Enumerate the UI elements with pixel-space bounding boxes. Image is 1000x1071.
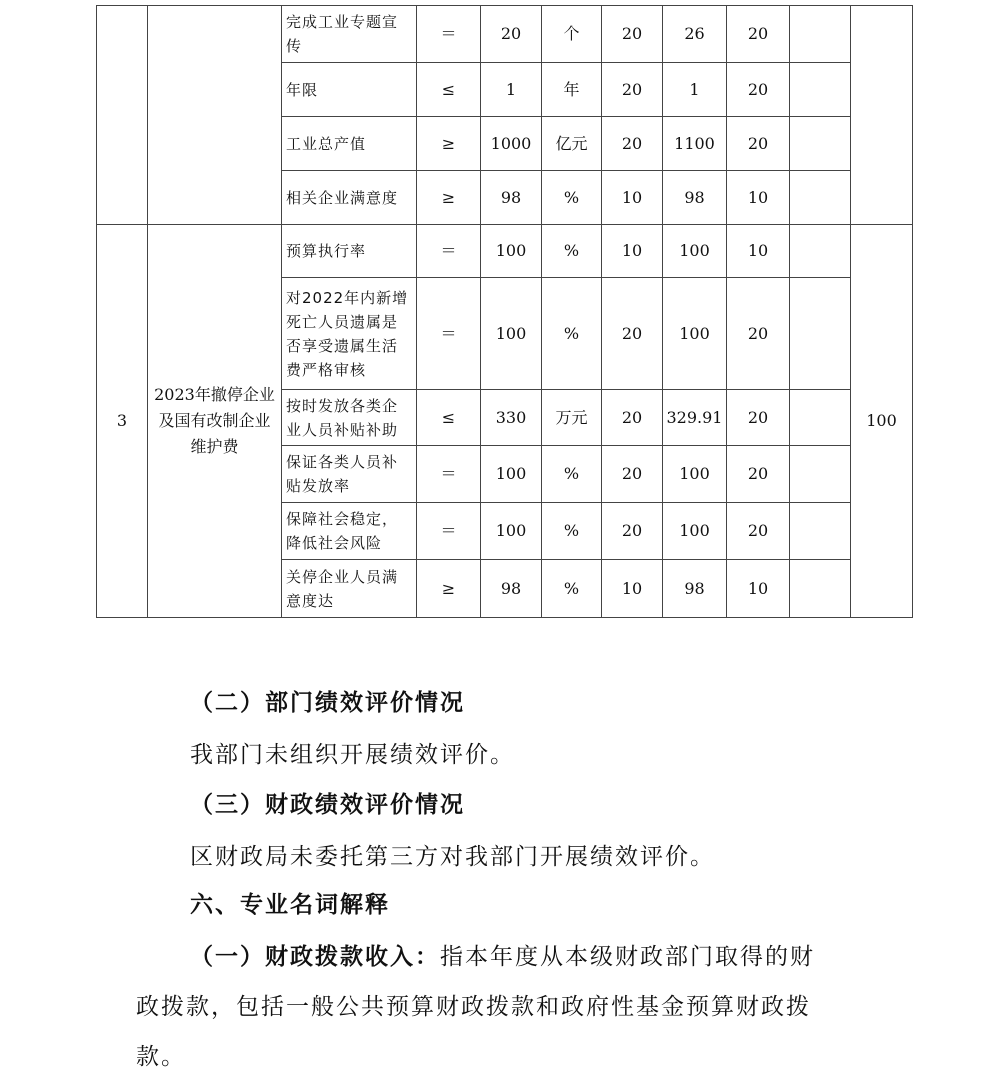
unit-cell: %: [542, 446, 602, 503]
section-heading-dept-eval: （二）部门绩效评价情况: [190, 690, 465, 716]
weight-cell: 20: [602, 503, 663, 560]
glossary-term-definition: 指本年度从本级财政部门取得的财: [440, 944, 815, 970]
project-no-cell: [97, 6, 148, 225]
indicator-cell: 工业总产值: [282, 117, 417, 171]
table-row: [97, 225, 913, 278]
operator-cell: ＝: [417, 225, 481, 278]
extra-cell: [790, 278, 851, 390]
target-cell: 100: [481, 278, 542, 390]
score-cell: 20: [727, 117, 790, 171]
indicator-cell: 完成工业专题宣传: [282, 6, 417, 63]
score-cell: 20: [727, 446, 790, 503]
glossary-term-1-line-2: 政拨款，包括一般公共预算财政拨款和政府性基金预算财政拨: [136, 994, 811, 1020]
actual-cell: 1: [663, 63, 727, 117]
weight-cell: 10: [602, 171, 663, 225]
actual-cell: 98: [663, 171, 727, 225]
actual-cell: 98: [663, 560, 727, 618]
score-cell: 20: [727, 390, 790, 446]
actual-cell: 100: [663, 278, 727, 390]
total-cell: 100: [851, 225, 913, 618]
project-name-cell: 2023年撤停企业及国有改制企业维护费: [148, 225, 282, 618]
operator-cell: ＝: [417, 446, 481, 503]
weight-cell: 20: [602, 278, 663, 390]
target-cell: 20: [481, 6, 542, 63]
extra-cell: [790, 63, 851, 117]
extra-cell: [790, 503, 851, 560]
score-cell: 10: [727, 560, 790, 618]
score-cell: 10: [727, 171, 790, 225]
glossary-term-label: （一）财政拨款收入：: [190, 944, 440, 970]
indicator-cell: 对2022年内新增死亡人员遗属是否享受遗属生活费严格审核: [282, 278, 417, 390]
score-cell: 10: [727, 225, 790, 278]
weight-cell: 20: [602, 446, 663, 503]
indicator-cell: 按时发放各类企业人员补贴补助: [282, 390, 417, 446]
operator-cell: ≤: [417, 390, 481, 446]
target-cell: 100: [481, 503, 542, 560]
weight-cell: 20: [602, 63, 663, 117]
extra-cell: [790, 560, 851, 618]
unit-cell: %: [542, 278, 602, 390]
operator-cell: ≥: [417, 171, 481, 225]
actual-cell: 329.91: [663, 390, 727, 446]
unit-cell: 亿元: [542, 117, 602, 171]
extra-cell: [790, 171, 851, 225]
extra-cell: [790, 6, 851, 63]
extra-cell: [790, 117, 851, 171]
weight-cell: 20: [602, 6, 663, 63]
paragraph-dept-eval: 我部门未组织开展绩效评价。: [190, 742, 515, 768]
unit-cell: %: [542, 560, 602, 618]
target-cell: 98: [481, 560, 542, 618]
actual-cell: 100: [663, 446, 727, 503]
unit-cell: 万元: [542, 390, 602, 446]
table-row: [97, 6, 913, 63]
target-cell: 1: [481, 63, 542, 117]
extra-cell: [790, 390, 851, 446]
operator-cell: ＝: [417, 6, 481, 63]
weight-cell: 20: [602, 117, 663, 171]
weight-cell: 10: [602, 225, 663, 278]
indicator-cell: 关停企业人员满意度达: [282, 560, 417, 618]
target-cell: 100: [481, 225, 542, 278]
extra-cell: [790, 225, 851, 278]
weight-cell: 20: [602, 390, 663, 446]
operator-cell: ≥: [417, 117, 481, 171]
performance-table: [96, 5, 913, 618]
unit-cell: %: [542, 171, 602, 225]
weight-cell: 10: [602, 560, 663, 618]
project-name-cell: [148, 6, 282, 225]
glossary-term-1-line-3: 款。: [136, 1044, 186, 1070]
target-cell: 330: [481, 390, 542, 446]
actual-cell: 26: [663, 6, 727, 63]
score-cell: 20: [727, 6, 790, 63]
total-cell: [851, 6, 913, 225]
indicator-cell: 保障社会稳定，降低社会风险: [282, 503, 417, 560]
indicator-cell: 保证各类人员补贴发放率: [282, 446, 417, 503]
operator-cell: ＝: [417, 278, 481, 390]
score-cell: 20: [727, 63, 790, 117]
operator-cell: ≤: [417, 63, 481, 117]
target-cell: 98: [481, 171, 542, 225]
extra-cell: [790, 446, 851, 503]
target-cell: 1000: [481, 117, 542, 171]
indicator-cell: 相关企业满意度: [282, 171, 417, 225]
unit-cell: 年: [542, 63, 602, 117]
indicator-cell: 预算执行率: [282, 225, 417, 278]
target-cell: 100: [481, 446, 542, 503]
operator-cell: ≥: [417, 560, 481, 618]
glossary-term-1-line-1: [190, 938, 815, 971]
section-heading-glossary: 六、专业名词解释: [190, 892, 390, 918]
score-cell: 20: [727, 503, 790, 560]
actual-cell: 100: [663, 225, 727, 278]
paragraph-finance-eval: 区财政局未委托第三方对我部门开展绩效评价。: [190, 844, 715, 870]
actual-cell: 100: [663, 503, 727, 560]
score-cell: 20: [727, 278, 790, 390]
operator-cell: ＝: [417, 503, 481, 560]
unit-cell: %: [542, 503, 602, 560]
actual-cell: 1100: [663, 117, 727, 171]
unit-cell: 个: [542, 6, 602, 63]
unit-cell: %: [542, 225, 602, 278]
indicator-cell: 年限: [282, 63, 417, 117]
section-heading-finance-eval: （三）财政绩效评价情况: [190, 792, 465, 818]
project-no-cell: 3: [97, 225, 148, 618]
